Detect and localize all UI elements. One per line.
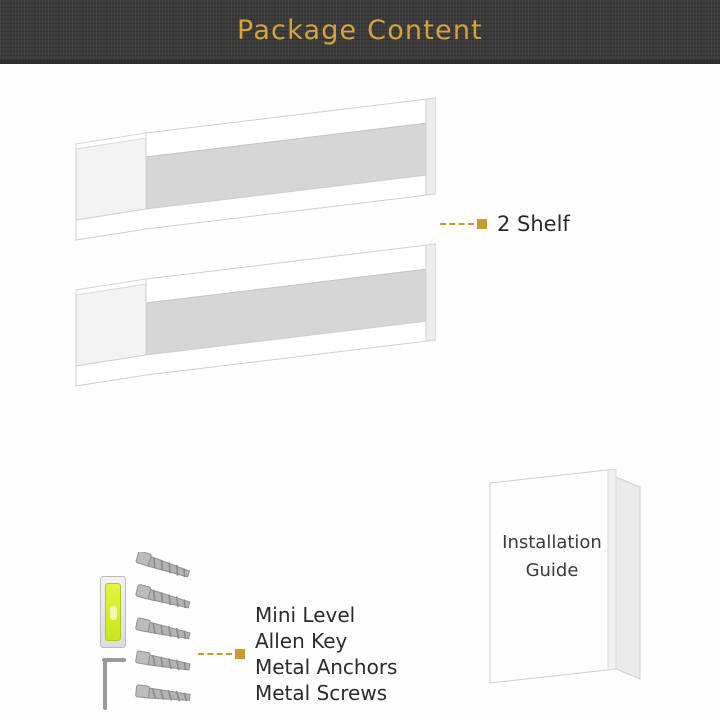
callout-hardware-marker-icon: [235, 649, 245, 659]
callout-hardware-line-3: Metal Anchors: [255, 655, 398, 679]
mini-level-icon: [100, 576, 126, 648]
callout-hardware-label-list: [255, 602, 397, 706]
page-title: Package Content: [237, 14, 483, 46]
booklet-title-line-2: Guide: [525, 560, 579, 581]
metal-screws-icon: [132, 552, 202, 722]
level-vial: [105, 583, 121, 641]
shelf-illustration-1: [66, 88, 436, 248]
booklet-title: [488, 529, 616, 585]
callout-hardware-leader-line: [198, 653, 232, 655]
header-bar: [0, 0, 720, 60]
level-bubble: [110, 606, 117, 620]
shelf-vector-1: [66, 88, 436, 248]
allen-key-icon: [100, 656, 130, 712]
callout-hardware-line-2: Allen Key: [255, 629, 348, 653]
callout-shelf: [440, 212, 570, 236]
shelf-illustration-2: [66, 234, 436, 394]
callout-shelf-label: 2 Shelf: [497, 212, 570, 236]
callout-hardware-line-4: Metal Screws: [255, 681, 388, 705]
callout-hardware-line-1: Mini Level: [255, 603, 356, 627]
booklet-title-line-1: Installation: [502, 532, 602, 553]
hardware-illustration-group: [92, 504, 202, 724]
installation-guide-booklet: [488, 469, 648, 689]
shelf-vector-2: [66, 234, 436, 394]
product-illustration-stage: [0, 64, 720, 720]
callout-shelf-leader-line: [440, 223, 474, 225]
callout-hardware: [198, 602, 397, 706]
callout-shelf-marker-icon: [477, 219, 487, 229]
